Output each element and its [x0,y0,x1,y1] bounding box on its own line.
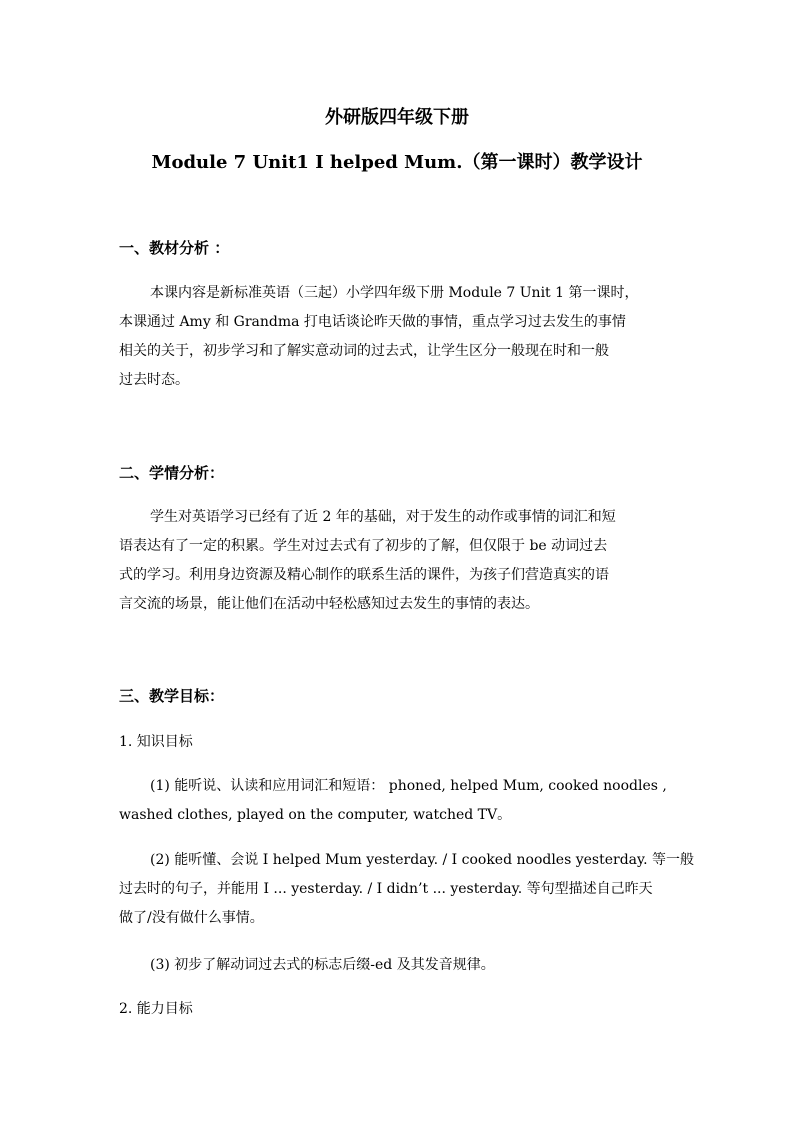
subheading-ability-objectives: 2. 能力目标 [119,1001,193,1017]
paragraph-line: 语表达有了一定的积累。学生对过去式有了初步的了解，但仅限于 be 动词过去 [119,538,608,554]
document-title: 外研版四年级下册 [325,107,469,128]
paragraph-line: 学生对英语学习已经有了近 2 年的基础，对于发生的动作或事情的词汇和短 [150,509,616,525]
objective-item-2-line: 过去时的句子，并能用 I ... yesterday. / I didn’t ... yesterday. 等句型描述自己昨天 [119,881,653,897]
objective-item-1-line: (1) 能听说、认读和应用词汇和短语： phoned, helped Mum, cooked noodles , [150,778,667,794]
section-heading-teaching-objectives: 三、教学目标： [119,687,225,705]
document-subtitle: Module 7 Unit1 I helped Mum.（第一课时）教学设计 [151,152,643,173]
section-heading-student-analysis: 二、学情分析： [119,464,225,482]
objective-item-1-line: washed clothes, played on the computer, watched TV。 [119,807,512,823]
paragraph-line: 式的学习。利用身边资源及精心制作的联系生活的课件，为孩子们营造真实的语 [119,567,609,583]
subheading-knowledge-objectives: 1. 知识目标 [119,734,193,750]
paragraph-line: 过去时态。 [119,372,189,388]
paragraph-line: 言交流的场景，能让他们在活动中轻松感知过去发生的事情的表达。 [119,596,539,612]
objective-item-2-line: (2) 能听懂、会说 I helped Mum yesterday. / I cooked noodles yesterday. 等一般 [150,852,694,868]
paragraph-line: 本课内容是新标准英语（三起）小学四年级下册 Module 7 Unit 1 第一课时， [150,285,639,301]
paragraph-line: 相关的关于，初步学习和了解实意动词的过去式，让学生区分一般现在时和一般 [119,343,609,359]
objective-item-2-line: 做了/没有做什么事情。 [119,910,264,926]
paragraph-line: 本课通过 Amy 和 Grandma 打电话谈论昨天做的事情，重点学习过去发生的事情 [119,314,626,330]
section-heading-textbook-analysis: 一、教材分析 ： [119,239,230,257]
objective-item-3: (3) 初步了解动词过去式的标志后缀-ed 及其发音规律。 [150,957,495,973]
